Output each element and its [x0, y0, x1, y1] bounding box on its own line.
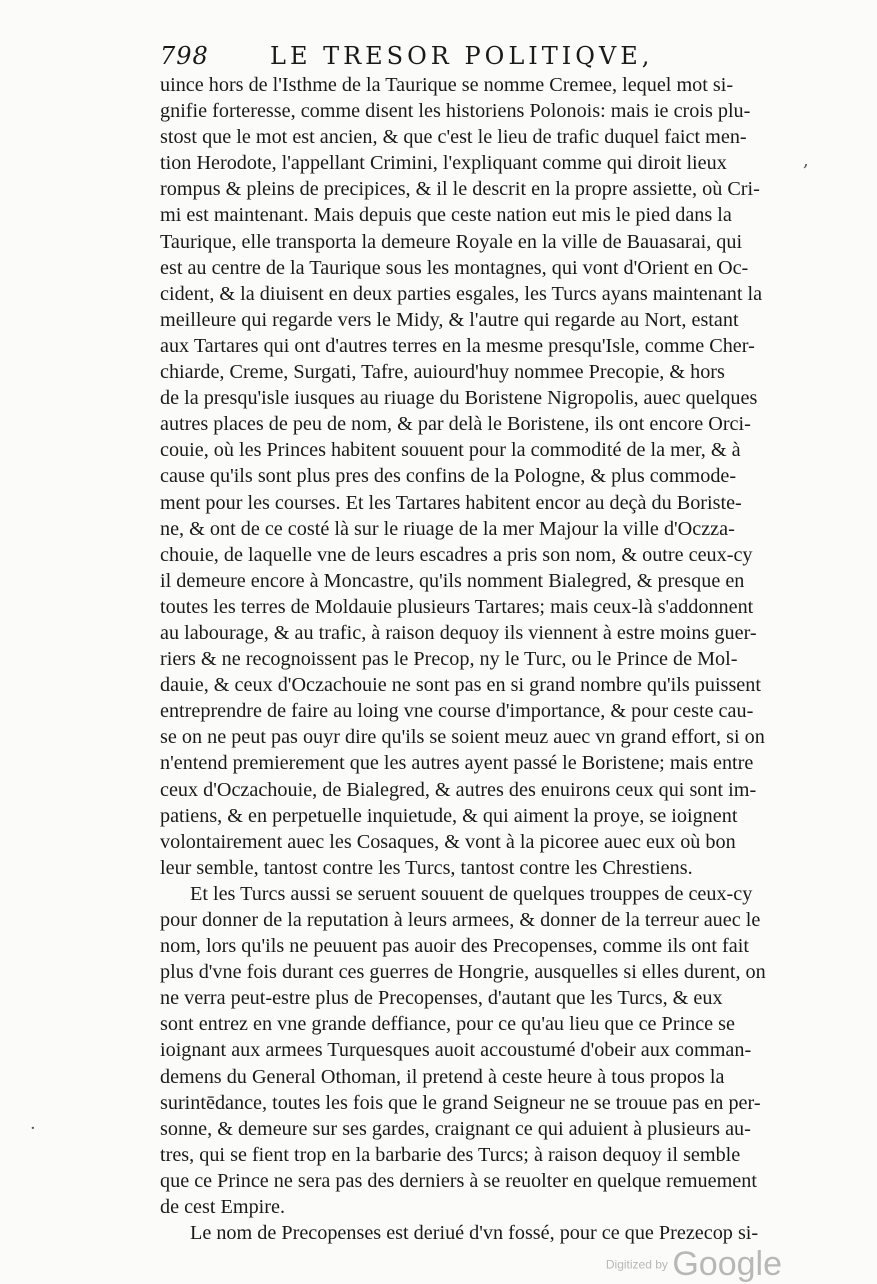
text-line: leur semble, tantost contre les Turcs, tantost contre les Chrestiens. [160, 856, 693, 879]
text-line: uince hors de l'Isthme de la Taurique se nomme Cremee, lequel mot si- [160, 74, 734, 96]
text-line: gnifie forteresse, comme disent les historiens Polonois: mais ie crois plu- [160, 100, 751, 123]
text-line: Et les Turcs aussi se seruent souuent de quelques trouppes de ceux-cy [190, 882, 753, 905]
text-line: chouie, de laquelle vne de leurs escadres a pris son nom, & outre ceux-cy [160, 543, 753, 566]
text-line: n'entend premierement que les autres ayent passé le Boristene; mais entre [160, 752, 754, 775]
text-line: tion Herodote, l'appellant Crimini, l'expliquant comme qui diroit lieux [160, 152, 727, 175]
text-line: mi est maintenant. Mais depuis que ceste nation eut mis le pied dans la [160, 204, 732, 227]
running-title: LE TRESOR POLITIQVE, [270, 42, 654, 70]
text-line: stost que le mot est ancien, & que c'est le lieu de trafic duquel faict men- [160, 126, 747, 149]
text-line: cident, & la diuisent en deux parties esgales, les Turcs ayans maintenant la [160, 282, 763, 305]
text-line: plus d'vne fois durant ces guerres de Hongrie, ausquelles si elles durent, on [160, 961, 766, 984]
text-line: il demeure encore à Moncastre, qu'ils nomment Bialegred, & presque en [160, 569, 745, 592]
text-line: autres places de peu de nom, & par delà le Boristene, ils ont encore Orci- [160, 413, 751, 436]
text-line: sont entrez en vne grande deffiance, pour ce qu'au lieu que ce Prince se [160, 1013, 735, 1036]
text-line: Taurique, elle transporta la demeure Royale en la ville de Bauasarai, qui [160, 230, 743, 253]
text-line: chiarde, Creme, Surgati, Tafre, auiourd'huy nommee Precopie, & hors [160, 361, 725, 384]
text-line: se on ne peut pas ouyr dire qu'ils se soient meuz auec vn grand effort, si on [160, 726, 765, 749]
margin-mark: · [30, 1118, 36, 1139]
text-line: entreprendre de faire au loing vne course d'importance, & pour ceste cau- [160, 700, 754, 723]
text-line: surintēdance, toutes les fois que le grand Seigneur ne se trouue pas en per- [160, 1091, 761, 1114]
google-watermark [606, 1245, 782, 1284]
text-line: toutes les terres de Moldauie plusieurs Tartares; mais ceux-là s'addonnent [160, 595, 754, 618]
watermark-google-logo: Google [672, 1245, 782, 1283]
text-line: ioignant aux armees Turquesques auoit accoustumé d'obeir aux comman- [160, 1039, 752, 1062]
text-line: demens du General Othoman, il pretend à ceste heure à tous propos la [160, 1065, 725, 1088]
text-line: de la presqu'isle iusques au riuage du Boristene Nigropolis, auec quelques [160, 387, 758, 410]
watermark-digitized-by: Digitized by [605, 1257, 668, 1272]
text-line: est au centre de la Taurique sous les montagnes, qui vont d'Orient en Oc- [160, 256, 749, 279]
page-header [160, 40, 820, 74]
text-line: sonne, & demeure sur ses gardes, craignant ce qui aduient à plusieurs au- [160, 1117, 751, 1140]
text-line: riers & ne recognoissent pas le Precop, ny le Turc, ou le Prince de Mol- [160, 648, 738, 671]
text-line: de cest Empire. [160, 1196, 285, 1219]
text-line: ne verra peut-estre plus de Precopenses, d'autant que les Turcs, & eux [160, 987, 723, 1010]
text-line: pour donner de la reputation à leurs armees, & donner de la terreur auec le [160, 909, 761, 931]
text-line: au labourage, & au trafic, à raison dequoy ils viennent à estre moins guer- [160, 621, 757, 644]
text-line: meilleure qui regarde vers le Midy, & l'autre qui regarde au Nort, estant [160, 308, 739, 331]
text-line: Le nom de Precopenses est deriué d'vn fossé, pour ce que Prezecop si- [190, 1222, 759, 1245]
text-line: patiens, & en perpetuelle inquietude, & qui aiment la proye, se ioignent [160, 804, 738, 827]
body-text [160, 72, 785, 1246]
page-number: 798 [160, 42, 209, 70]
text-line: que ce Prince ne sera pas des derniers à se reuolter en quelque remuement [160, 1169, 757, 1192]
text-line: dauie, & ceux d'Oczachouie ne sont pas en si grand nombre qu'ils puissent [160, 674, 761, 697]
text-line: ment pour les courses. Et les Tartares habitent encor au deçà du Boriste- [160, 491, 742, 514]
text-line: aux Tartares qui ont d'autres terres en la mesme presqu'Isle, comme Cher- [160, 334, 755, 357]
text-line: ne, & ont de ce costé là sur le riuage de la mer Majour la ville d'Oczza- [160, 517, 735, 540]
text-line: couie, où les Princes habitent souuent pour la commodité de la mer, & à [160, 439, 741, 462]
margin-mark: , [803, 150, 809, 171]
text-line: nom, lors qu'ils ne peuuent pas auoir des Precopenses, comme ils ont fait [160, 935, 749, 958]
text-line: cause qu'ils sont plus pres des confins de la Pologne, & plus commode- [160, 465, 737, 488]
text-line: ceux d'Oczachouie, de Bialegred, & autres des enuirons ceux qui sont im- [160, 778, 757, 801]
text-line: tres, qui se fient trop en la barbarie des Turcs; à raison dequoy il semble [160, 1143, 741, 1166]
text-line: volontairement auec les Cosaques, & vont à la picoree auec eux où bon [160, 830, 736, 853]
text-line: rompus & pleins de precipices, & il le descrit en la propre assiette, où Cri- [160, 178, 760, 201]
